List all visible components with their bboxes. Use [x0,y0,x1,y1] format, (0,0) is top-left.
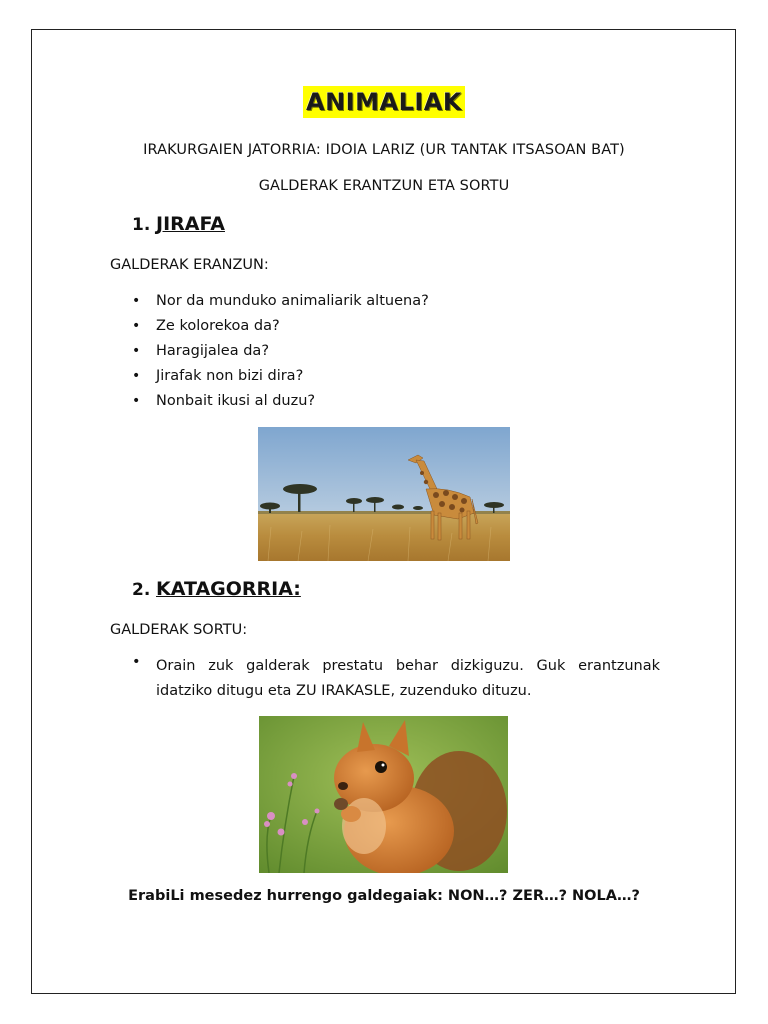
section2-heading [132,578,301,600]
section1-label: GALDERAK ERANZUN: [110,257,269,273]
list-item [130,289,429,314]
bullet-icon: • [132,343,141,359]
question-list [130,289,429,414]
question-text: Nonbait ikusi al duzu? [156,393,316,409]
title-wrapper [0,86,768,118]
section1-number: 1. [132,215,151,235]
bullet-icon: • [132,293,141,309]
bullet-icon: • [132,368,141,384]
source-line: IRAKURGAIEN JATORRIA: IDOIA LARIZ (UR TANTAK ITSASOAN BAT) [143,142,625,158]
section2-title: KATAGORRIA: [156,578,301,600]
bullet-icon: • [132,318,141,334]
bullet-icon: • [132,654,141,670]
squirrel-photo [259,716,508,873]
list-item [130,339,429,364]
section2-label: GALDERAK SORTU: [110,622,248,638]
bullet-icon: • [132,393,141,409]
section1-heading [132,213,225,235]
instruction-paragraph: Orain zuk galderak prestatu behar dizkiguzu. Guk erantzunak idatziko ditugu eta ZU IRAKASLE, zuzenduko dituzu. [156,658,660,699]
question-text: Haragijalea da? [156,343,270,359]
question-text: Jirafak non bizi dira? [156,368,304,384]
page-title: ANIMALIAK [303,86,465,118]
footer-instruction: ErabiLi mesedez hurrengo galdegaiak: NON…? ZER…? NOLA…? [128,888,640,904]
instructions-line: GALDERAK ERANTZUN ETA SORTU [258,178,510,194]
list-item [130,389,429,414]
section1-title: JIRAFA [156,213,225,235]
question-text: Ze kolorekoa da? [156,318,280,334]
section2-number: 2. [132,580,151,600]
instruction-item [130,654,660,704]
list-item [130,314,429,339]
giraffe-photo [258,427,510,561]
list-item [130,364,429,389]
question-text: Nor da munduko animaliarik altuena? [156,293,429,309]
